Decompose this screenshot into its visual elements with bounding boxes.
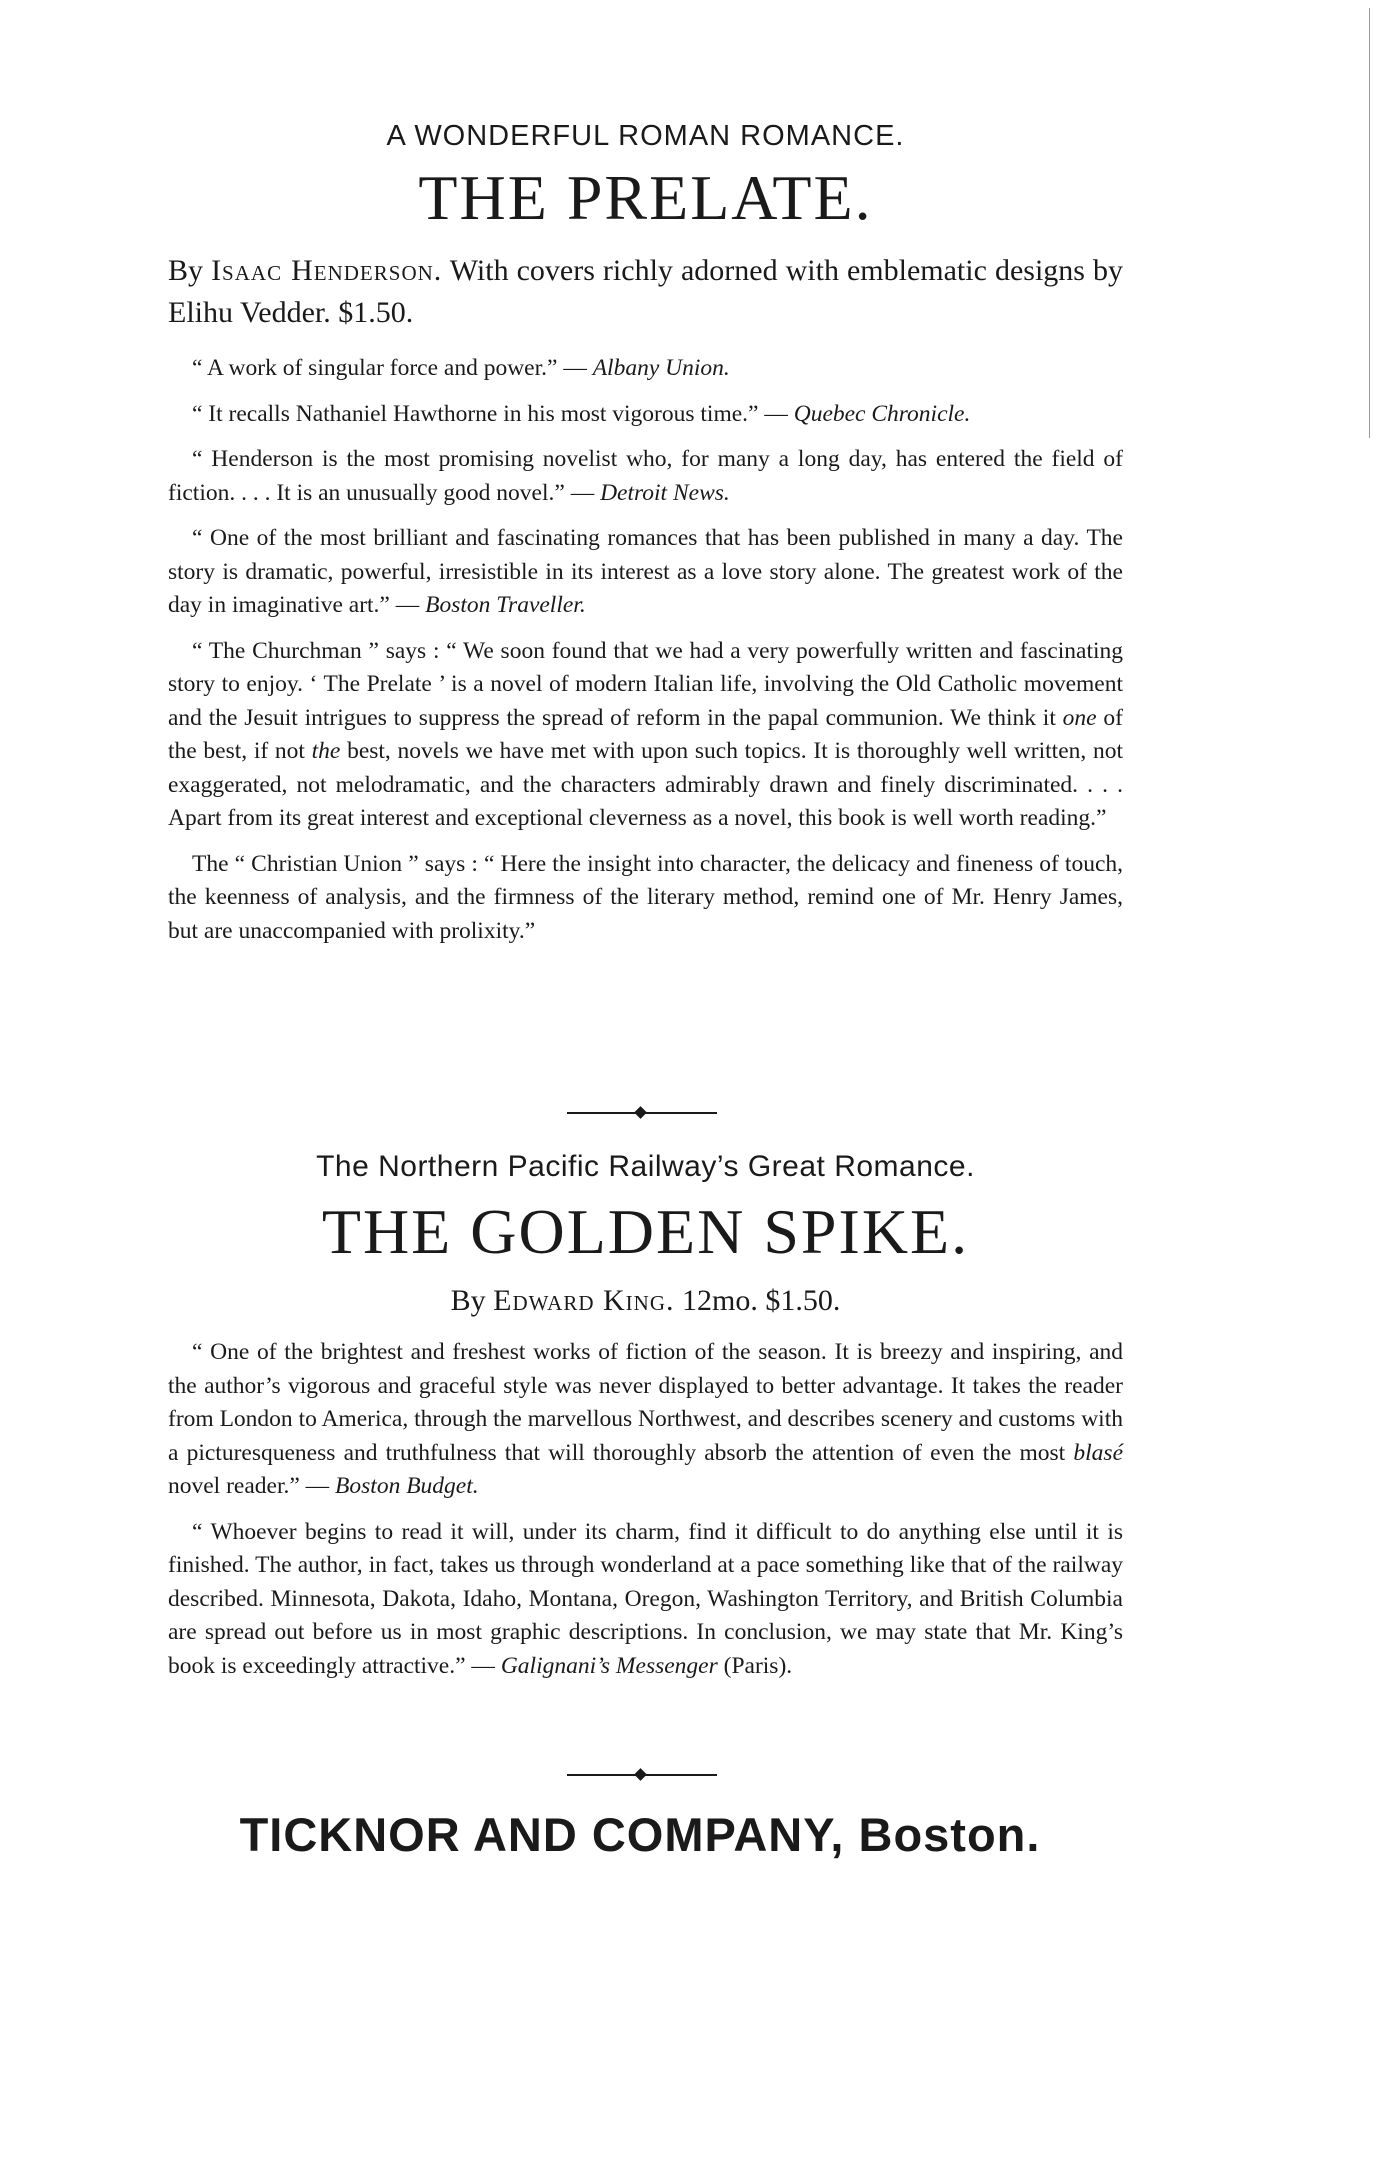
golden-spike-section [168, 1148, 1123, 1695]
diamond-ornament-icon [634, 1768, 647, 1781]
prelate-kicker: A WONDERFUL ROMAN ROMANCE. [386, 120, 905, 152]
byline-prefix: By [168, 254, 212, 287]
quote-text: (Paris). [717, 1652, 793, 1679]
diamond-ornament-icon [634, 1106, 647, 1119]
review-quote [168, 443, 1123, 510]
byline-details: 12mo. $1.50. [674, 1284, 841, 1317]
emphasis: one [1062, 704, 1097, 731]
prelate-byline [168, 250, 1123, 334]
quote-source: Galignani’s Messenger [500, 1652, 718, 1679]
quote-text: novel reader.” — [168, 1473, 336, 1499]
churchman-review [168, 635, 1123, 836]
quote-text: “ One of the brightest and freshest works of fiction of the season. It is breezy and inspiring, and the author’s vigorous and graceful style was never displayed to better advantage. It takes the reader from London to America, through the marvellous Northwest, and describes scenery and customs with a picturesqueness and truthfulness that will thoroughly absorb the attention of even the most [168, 1339, 1123, 1466]
author-name: Edward King. [493, 1284, 675, 1317]
quote-text: “ A work of singular force and power.” — [192, 355, 593, 381]
emphasis: the [311, 738, 341, 764]
review-quote [168, 522, 1123, 623]
golden-spike-title: THE GOLDEN SPIKE. [321, 1196, 970, 1267]
boston-budget-review [168, 1336, 1123, 1504]
christian-union-review: The “ Christian Union ” says : “ Here the insight into character, the delicacy and fineness of touch, the keenness of analysis, and the firmness of the literary method, remind one of Mr. Henry James, but are unaccompanied with prolixity.” [168, 850, 1123, 944]
quote-text: of the best, if not [168, 704, 1123, 764]
quote-source: Albany Union. [592, 355, 730, 381]
prelate-title: THE PRELATE. [418, 162, 873, 233]
emphasis: blasé [1073, 1439, 1123, 1466]
quote-text: “ Henderson is the most promising novelist who, for many a long day, has entered the field of fiction. . . . It is an unusually good novel.” — [168, 446, 1123, 506]
golden-spike-kicker: The Northern Pacific Railway’s Great Romance. [316, 1150, 975, 1183]
page-edge-line [1369, 8, 1370, 438]
galignani-review [168, 1516, 1123, 1684]
quote-text: “ Whoever begins to read it will, under its charm, find it difficult to do anything else until it is finished. The author, in fact, takes us through wonderland at a pace something like that of the railway described. Minnesota, Dakota, Idaho, Montana, Oregon, Washington Territory, and British Columbia are spread out before us in most graphic descriptions. In conclusion, we may state that Mr. King’s book is exceedingly attractive.” — [168, 1518, 1123, 1679]
golden-spike-byline [168, 1280, 1123, 1322]
quote-text: “ It recalls Nathaniel Hawthorne in his most vigorous time.” — [192, 400, 794, 427]
quote-source: Boston Budget. [335, 1473, 479, 1499]
section-divider [567, 1106, 717, 1120]
review-quote [168, 398, 1123, 432]
publisher-name: TICKNOR AND COMPANY, Boston. [239, 1808, 1041, 1861]
author-name: Isaac Henderson. [211, 254, 443, 287]
byline-details: With covers richly adorned with emblematic designs by Elihu Vedder. $1.50. [168, 254, 1123, 329]
section-divider [567, 1768, 717, 1782]
quote-text: “ The Churchman ” says : “ We soon found that we had a very powerfully written and fascinating story to enjoy. ‘ The Prelate ’ is a novel of modern Italian life, involving the Old Catholic movement and the Jesuit intrigues to suppress the spread of reform in the papal communion. We think it [168, 637, 1123, 731]
quote-text: “ One of the most brilliant and fascinating romances that has been published in many a day. The story is dramatic, powerful, irresistible in its interest as a love story alone. The greatest work of the day in imaginative art.” — [168, 525, 1123, 618]
review-quote [168, 352, 1123, 386]
byline-prefix: By [450, 1284, 494, 1317]
quote-source: Boston Traveller. [425, 592, 586, 618]
quote-source: Detroit News. [600, 479, 730, 506]
publisher-block [120, 1805, 1160, 1865]
prelate-section [168, 118, 1123, 960]
quote-text: best, novels we have met with upon such topics. It is thoroughly well written, not exaggerated, not melodramatic, and the characters admirably drawn and finely discriminated. . . . Apart from its great interest and exceptional cleverness as a novel, this book is well worth reading.” [168, 738, 1123, 831]
quote-source: Quebec Chronicle. [793, 400, 971, 427]
